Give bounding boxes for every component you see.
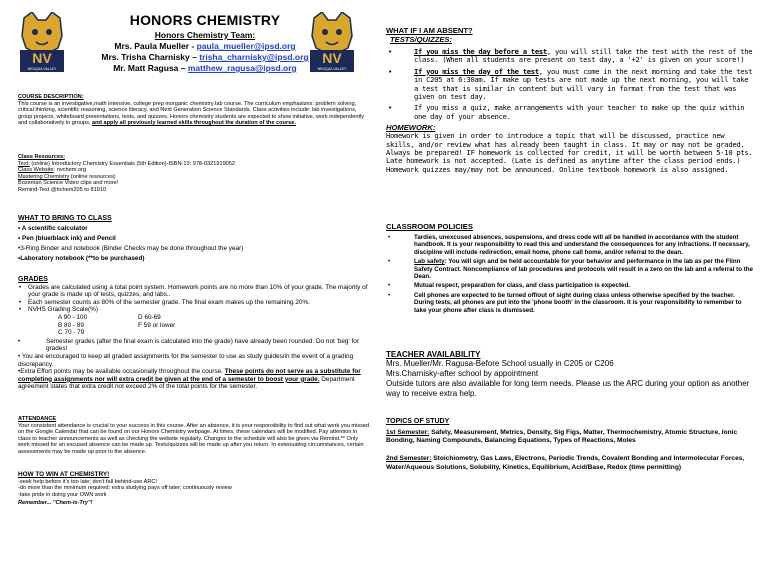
- policy-item: • Lab safety: You will sign and be held accountable for your behavior and performance in the lab as per the Flinn Safety Contract. Noncompliance of lab procedures and protocols will result in a zero on the lab and a referral to the Dean.: [388, 258, 754, 281]
- topics-heading: TOPICS OF STUDY: [386, 418, 450, 425]
- page-title: HONORS CHEMISTRY: [129, 12, 281, 28]
- bring-heading: WHAT TO BRING TO CLASS: [18, 215, 112, 222]
- scale-entry: [138, 329, 218, 337]
- how-to-win: [18, 472, 370, 507]
- absent-item: • If you miss the day before a test, you will still take the test with the rest of the class. (When all students are present on test day, a '+2' is given on your score!): [388, 47, 753, 65]
- policies-section: [386, 222, 754, 314]
- scale-entry: C 70 - 79: [58, 329, 85, 337]
- policy-item: • Cell phones are expected to be turned off/out of sight during class unless otherwise specified by the teacher. During tests, all phones are put into the 'phone booth' in the classroom. It is your responsibility to remember to take your phone after class is dismissed.: [388, 291, 742, 314]
- semester-1: 1st Semester: Safety, Measurement, Metrics, Density, Sig Figs, Matter, Thermochemistry, Atomic Structure, Ionic Bonding, Naming Compounds, Balancing Equations, Types of Reactions, Moles: [386, 429, 738, 445]
- class-resources: [18, 154, 370, 194]
- resource-line: Class Website: nvchem.org: [18, 167, 86, 174]
- scale-entry: D 60-69: [138, 313, 161, 321]
- scale-entry: B 80 - 89: [58, 321, 84, 329]
- bring-item: • Pen (blue/black ink) and Pencil: [18, 235, 116, 242]
- availability-line: Mrs.Charnisky-after school by appointment: [386, 369, 539, 378]
- how-to-win-heading: HOW TO WIN AT CHEMISTRY!: [18, 471, 110, 478]
- course-description-body: This course is an investigative,math intensive, college prep inorganic chemistry lab course. The curriculum emphasizes: problem solving, critical thinking, scientific reasoning, science literacy, and Next Generation Science Standards. Class activities include: lab investigations, group projects, whiteboard presentations, tests, and quizzes. Honors chemistry students are expected to show initiative, work independently and collaboratively in groups, and apply all previously learned skills throughout the duration of the course.: [18, 100, 365, 127]
- teacher-1-email[interactable]: paula_mueller@ipsd.org: [196, 41, 296, 51]
- how-to-win-line: -seek help before it's too late; don't fall behind-use ARC!: [18, 478, 157, 485]
- resource-line: Bozeman Science Video clips and more!: [18, 180, 119, 187]
- absent-section: [386, 26, 754, 174]
- header: [90, 0, 320, 73]
- team-label: Honors Chemistry Team:: [154, 30, 256, 40]
- resource-line: Mastering Chemistry (online resources): [18, 173, 116, 180]
- teacher-3-email[interactable]: matthew_ragusa@ipsd.org: [187, 63, 297, 73]
- policy-item: • Mutual respect, preparation for class, and class participation is expected.: [388, 282, 630, 290]
- availability-section: [386, 350, 754, 399]
- availability-line: Outside tutors are also available for long term needs. Please us the ARC during your option as another way to receive extra help.: [386, 379, 750, 398]
- how-to-win-line: -take pride in doing your OWN work: [18, 491, 107, 498]
- how-to-win-line: -do more than the minimum required; extra studying pays off later; continuously review: [18, 485, 232, 492]
- policy-item: • Tardies, unexcused absences, suspensions, and dress code will all be handled in accordance with the student handbook. It is your responsibility to read this and understand the consequences for any infractions. If necessary, discipline will include redirection, email home, phone call home, and/or referral to the dean.: [388, 234, 750, 256]
- rounding-note: • Semester grades (after the final exam is calculated into the grade) have already been rounded. Do not 'beg' for grades!: [18, 337, 359, 353]
- logo-subtext: NEUQUA VALLEY: [317, 67, 347, 71]
- bring-item: •Laboratory notebook (**to be purchased): [18, 255, 145, 262]
- extra-effort-note: •Extra Effort points may be available occasionally throughout the course. These points do not serve as a substitute for completing assignments nor will extra credit be given at the end of a semester to boost your grade. Department agreement states that extra credit not exceed 2% of the total points for the semester.: [18, 368, 361, 391]
- class-resources-heading: Class Resources:: [18, 154, 65, 160]
- logo-letters: NV: [322, 50, 342, 66]
- logo-subtext: NEUQUA VALLEY: [27, 67, 57, 71]
- availability-heading: TEACHER AVAILABILITY: [386, 350, 481, 359]
- availability-line: Mrs. Mueller/Mr. Ragusa-Before School usually in C205 or C206: [386, 359, 614, 368]
- course-description: [18, 94, 370, 127]
- grade-item: • Each semester counts as 80% of the semester grade. The final exam makes up the remaining 20%.: [28, 299, 370, 307]
- logo-letters: NV: [32, 50, 52, 66]
- course-description-heading: COURSE DESCRIPTION:: [18, 94, 84, 100]
- how-to-win-motto: Remember... "Chem-is-Try"!: [18, 500, 93, 507]
- wildcat-logo-left: [18, 12, 66, 74]
- teacher-1: Mrs. Paula Mueller - paula_mueller@ipsd.org: [114, 41, 296, 51]
- grades-heading: GRADES: [18, 276, 48, 283]
- absent-heading: WHAT IF I AM ABSENT?: [386, 26, 473, 35]
- wildcat-logo-right: [308, 12, 356, 74]
- bring-to-class: [18, 214, 370, 264]
- absent-item: • If you miss the day of the test, you must come in the next morning and take the test in C205 at 6:30am. If make up tests are not made up the next morning, you will take a test that is similar in content but will vary in format from the test that was given on test day.: [388, 66, 753, 102]
- resource-line: Text: (online) Introductory Chemistry Essentials (5th Edition)-ISBN-13: 978-0321919052: [18, 160, 236, 167]
- grading-scale: [58, 314, 218, 337]
- scale-entry: A 90 - 100: [58, 313, 88, 321]
- grades: [18, 276, 370, 391]
- bring-item: •3-Ring Binder and notebook (Binder Checks may be done throughout the year): [18, 245, 244, 252]
- bring-item: • A scientific calculator: [18, 225, 88, 232]
- policies-heading: CLASSROOM POLICIES: [386, 222, 473, 231]
- homework-body: Homework is given in order to introduce a topic that will be discussed, practice new skills, and/or review what has already been taught in class. It may or may not be graded. Always be prepared! IF homework is collected for credit, it will be worth between 5-10 pts. Late homework is not accepted. (Late is defined as anytime after the class period ends.) Homework quizzes may/may not be announced. Online textbook homework is also assigned.: [386, 131, 753, 174]
- attendance: [18, 416, 370, 456]
- tests-heading: TESTS/QUIZZES:: [390, 35, 453, 44]
- attendance-body: Your consistent attendance is crucial to your success in this course. After an absence, it is your responsibility to find out what work you missed on the Google Calendar that can be found on our Honors Chemistry webpage. At times, these calendars will be modified. Pay attention in class to teacher announcements as well as checking the website regularly. Changes to the schedule will also be given via Remind.** Only work missed for an excused absence can be made up. Tests/quizzes will be made up after you return. In extenuating circumstances, certain assessments may be made up prior to the absence.: [18, 422, 370, 455]
- grade-item: • NVHS Grading Scale(%): [28, 306, 370, 314]
- teacher-2-email[interactable]: trisha_charnisky@ipsd.org: [199, 52, 309, 62]
- teacher-3: Mr. Matt Ragusa – matthew_ragusa@ipsd.org: [113, 63, 297, 73]
- semester-2: 2nd Semester: Stoichiometry, Gas Laws, Electrons, Periodic Trends, Covalent Bonding and Intermolecular Forces, Water/Aqueous Solutions, Solubility, Kinetics, Equilibrium, Acid/Base, Redox (time permitting): [386, 455, 745, 471]
- teacher-2: Mrs. Trisha Charnisky – trisha_charnisky@ipsd.org: [101, 52, 309, 62]
- topics-section: [386, 418, 754, 472]
- homework-heading: HOMEWORK:: [386, 123, 436, 133]
- grade-item: • Grades are calculated using a total point system. Homework points are no more than 10% of your grade. The majority of your grade is made up of tests, quizzes, and labs..: [28, 284, 370, 299]
- attendance-heading: ATTENDANCE: [18, 416, 57, 422]
- scale-entry: F 59 or lower: [138, 321, 176, 329]
- keep-graded-note: • You are encouraged to keep all graded assignments for the semester to use as study guides/in the event of a grading discrepancy.: [18, 352, 354, 368]
- resource-line: Remind-Text @hchem205 to 81010: [18, 186, 107, 193]
- absent-item: • If you miss a quiz, make arrangements with your teacher to make up the quiz within one day of your absence.: [388, 103, 745, 121]
